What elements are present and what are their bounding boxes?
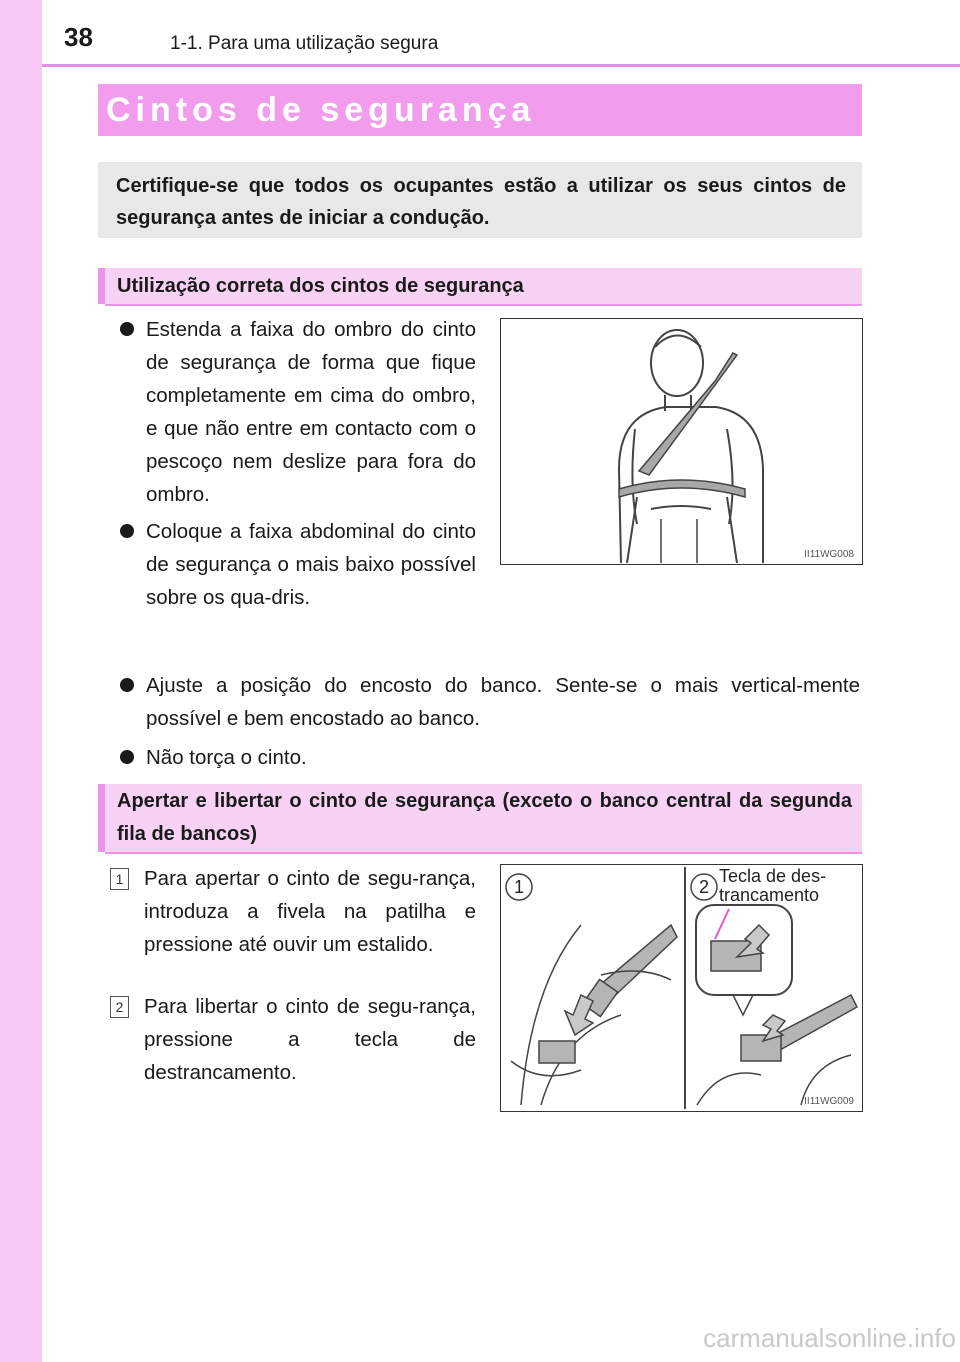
bullet-dot-icon xyxy=(120,678,134,692)
bullet-text: Coloque a faixa abdominal do cinto de segurança o mais baixo possível sobre os qua-dris. xyxy=(146,520,476,609)
subheading-correct-use-text: Utilização correta dos cintos de segurança xyxy=(117,275,524,297)
step-text: Para libertar o cinto de segu-rança, pressione a tecla de destrancamento. xyxy=(144,995,476,1084)
step-1 xyxy=(100,862,476,961)
figure-code: II11WG009 xyxy=(804,1096,854,1107)
bullet-item xyxy=(100,313,476,511)
callout-line: trancamento xyxy=(719,885,820,905)
intro-box xyxy=(98,162,862,238)
bullet-text: Estenda a faixa do ombro do cinto de segurança de forma que fique completamente em cima do ombro, e que não entre em contacto com o pescoço nem deslize para fora do ombro. xyxy=(146,318,476,506)
bullet-item xyxy=(100,741,860,774)
subheading-fasten-text: Apertar e libertar o cinto de segurança (exceto o banco central da segunda fila de bancos) xyxy=(117,790,852,845)
watermark: carmanualsonline.info xyxy=(703,1323,956,1353)
seated-person-figure xyxy=(500,318,863,565)
buckle-figure xyxy=(500,864,863,1112)
bullet-item xyxy=(100,515,476,614)
step-text: Para apertar o cinto de segu-rança, introduza a fivela na patilha e pressione até ouvir um estalido. xyxy=(144,867,476,956)
bullet-dot-icon xyxy=(120,750,134,764)
panel-2-label: 2 xyxy=(699,877,710,897)
title-band xyxy=(98,84,862,136)
step-number: 2 xyxy=(110,996,129,1018)
section-label: 1-1. Para uma utilização segura xyxy=(170,33,439,54)
bullet-text: Não torça o cinto. xyxy=(146,746,307,769)
bullet-list-wide xyxy=(100,669,860,780)
bullet-item xyxy=(100,669,860,735)
release-button-callout xyxy=(719,867,826,905)
side-color-bar xyxy=(0,0,42,1362)
callout-line: Tecla de des- xyxy=(719,866,827,886)
step-number: 1 xyxy=(110,868,129,890)
panel-1-label: 1 xyxy=(514,877,525,897)
page-number: 38 xyxy=(64,22,93,52)
bullet-dot-icon xyxy=(120,322,134,336)
subheading-correct-use xyxy=(98,268,862,304)
bullet-list-narrow xyxy=(100,313,476,618)
figure-code: II11WG008 xyxy=(804,549,854,560)
header-rule xyxy=(42,64,960,67)
intro-text: Certifique-se que todos os ocupantes estão a utilizar os seus cintos de segurança antes de iniciar a condução. xyxy=(116,175,846,229)
page-title: Cintos de segurança xyxy=(106,91,536,129)
seatbelt-illustration xyxy=(501,319,861,563)
step-2 xyxy=(100,990,476,1089)
subheading-fasten xyxy=(98,784,862,852)
bullet-dot-icon xyxy=(120,524,134,538)
bullet-text: Ajuste a posição do encosto do banco. Sente-se o mais vertical-mente possível e bem encostado ao banco. xyxy=(146,674,860,730)
